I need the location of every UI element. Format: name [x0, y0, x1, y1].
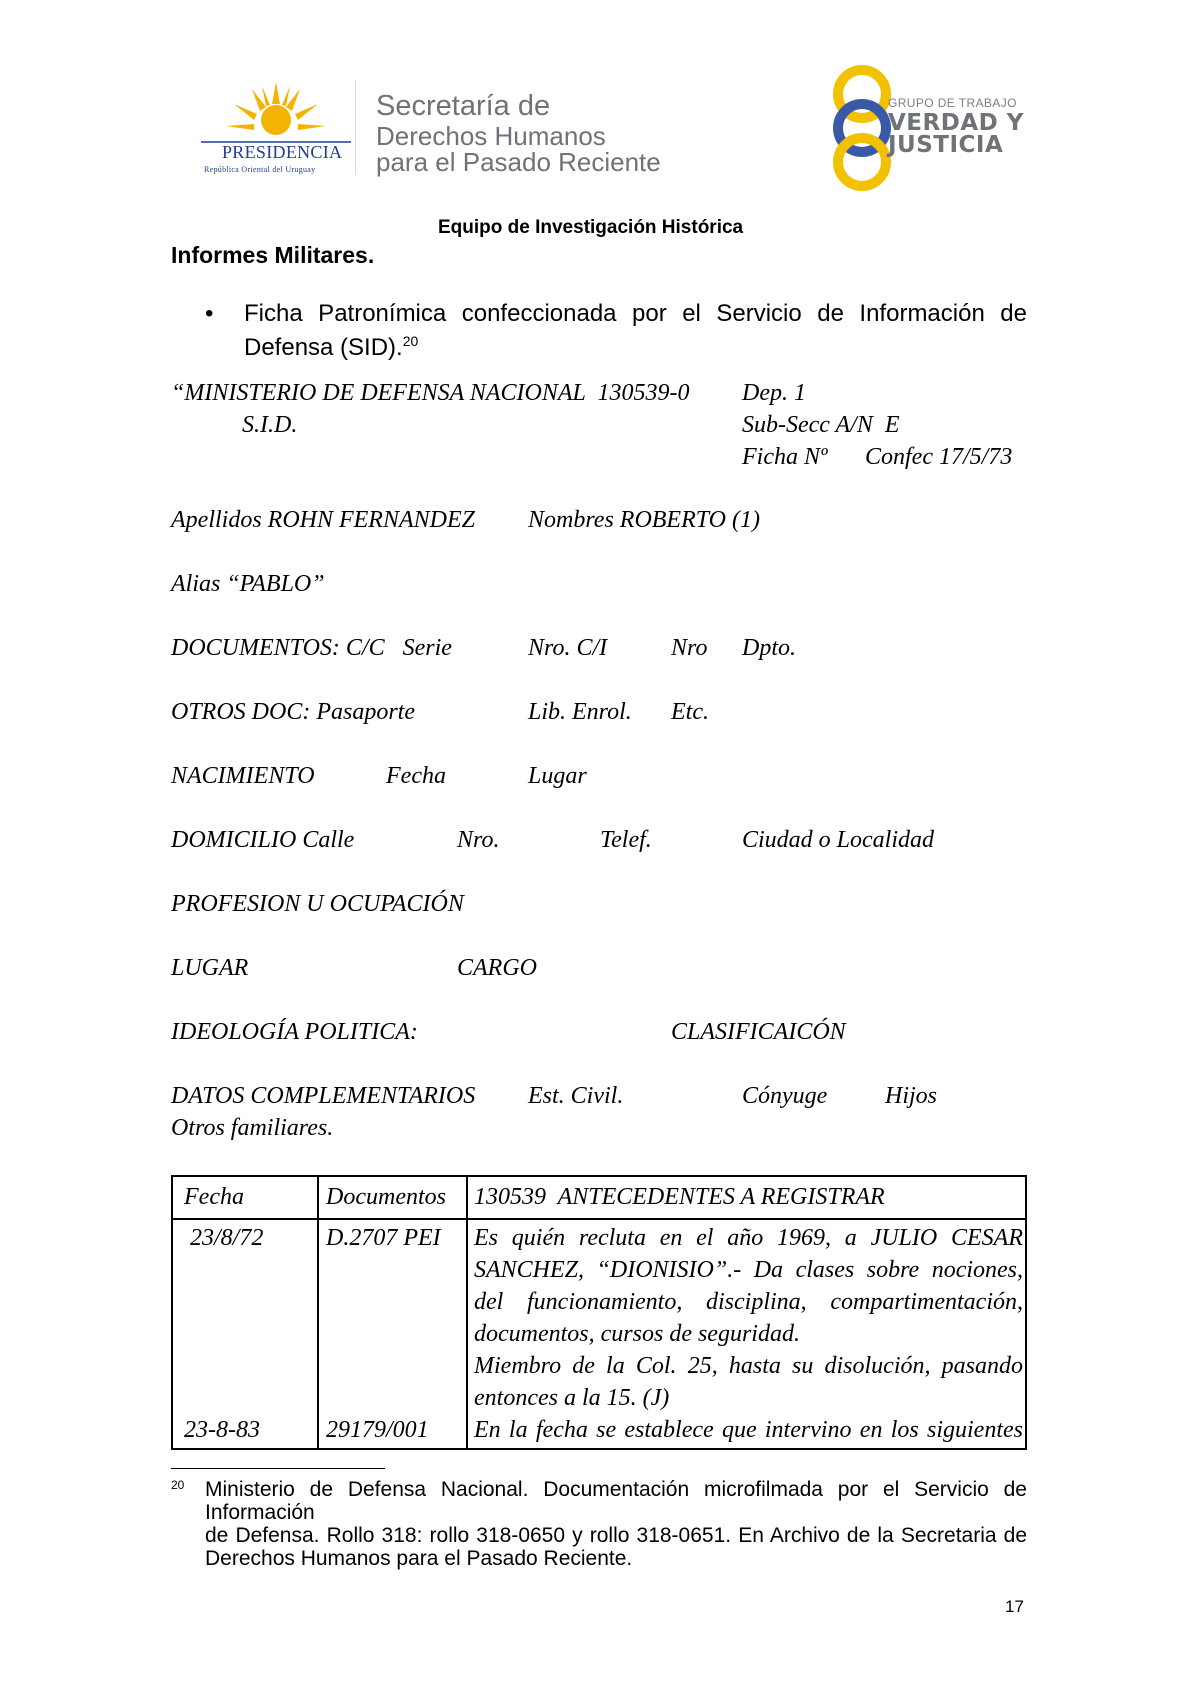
section-title: Informes Militares.: [171, 242, 375, 268]
telef-field: Telef.: [600, 827, 652, 853]
secretaria-line-2: Derechos Humanos: [376, 121, 606, 151]
bullet-dot: •: [205, 300, 214, 327]
lugar-nacimiento-field: Lugar: [528, 763, 587, 789]
secretaria-line-1: Secretaría de: [376, 90, 551, 122]
etc-field: Etc.: [671, 699, 709, 725]
presidencia-subtitle: República Oriental del Uruguay: [204, 165, 316, 174]
footnote-line-1: Ministerio de Defensa Nacional. Documentación microfilmada por el Servicio de Información: [205, 1478, 1027, 1524]
grupo-trabajo-label: GRUPO DE TRABAJO: [888, 96, 1017, 110]
secretaria-line-3: para el Pasado Reciente: [376, 147, 661, 177]
row2-documento: 29179/001: [326, 1417, 429, 1443]
bullet-line-2: [244, 333, 418, 362]
table-header-documentos: Documentos: [326, 1184, 446, 1210]
row1-antecedentes: [474, 1222, 1023, 1414]
table-header-divider: [173, 1218, 1025, 1220]
cargo-field: CARGO: [457, 955, 537, 981]
footnote-separator: [171, 1468, 385, 1469]
footnote-ref: 20: [402, 333, 419, 349]
nro-field: Nro: [671, 635, 708, 661]
row1-fecha: 23/8/72: [190, 1225, 264, 1251]
row1-documento: D.2707 PEI: [326, 1225, 441, 1251]
lib-enrol-field: Lib. Enrol.: [528, 699, 632, 725]
dep-label: Dep. 1: [742, 380, 806, 406]
otros-doc-field: OTROS DOC: Pasaporte: [171, 699, 415, 725]
hijos-field: Hijos: [885, 1083, 938, 1109]
row2-fecha: 23-8-83: [184, 1417, 260, 1443]
ideologia-field: IDEOLOGÍA POLITICA:: [171, 1019, 418, 1045]
row1-line-5: Miembro de la Col. 25, hasta su disolución, pasando: [474, 1353, 1023, 1379]
ficha-no-label: Ficha Nº: [742, 444, 828, 470]
nombres-field: Nombres ROBERTO (1): [528, 507, 760, 533]
row1-line-6: entonces a la 15. (J): [474, 1385, 670, 1411]
domicilio-nro-field: Nro.: [457, 827, 500, 853]
table-header-fecha: Fecha: [184, 1184, 244, 1210]
documentos-field: DOCUMENTOS: C/C Serie: [171, 635, 452, 661]
footnote-line-3: Derechos Humanos para el Pasado Reciente.: [205, 1547, 633, 1570]
row2-antecedentes: En la fecha se establece que intervino en los siguientes: [474, 1417, 1023, 1443]
bullet-line-1: Ficha Patronímica confeccionada por el Servicio de Información de: [244, 300, 1027, 327]
otros-familiares-field: Otros familiares.: [171, 1115, 334, 1141]
row1-line-3: del funcionamiento, disciplina, compartimentación,: [474, 1289, 1023, 1315]
table-header-antecedentes: 130539 ANTECEDENTES A REGISTRAR: [474, 1184, 885, 1210]
conyuge-field: Cónyuge: [742, 1083, 828, 1109]
bullet-line-2-text: Defensa (SID).: [244, 334, 403, 361]
row1-line-2: SANCHEZ, “DIONISIO”.- Da clases sobre nociones,: [474, 1257, 1023, 1283]
confec-label: Confec 17/5/73: [865, 444, 1013, 470]
datos-complementarios-field: DATOS COMPLEMENTARIOS: [171, 1083, 476, 1109]
clasificacion-field: CLASIFICAICÓN: [671, 1019, 846, 1045]
antecedentes-table: [171, 1175, 1027, 1450]
alias-field: Alias “PABLO”: [171, 571, 325, 597]
justicia-label: JUSTICIA: [888, 132, 1004, 158]
ministerio-line: “MINISTERIO DE DEFENSA NACIONAL 130539-0: [171, 380, 690, 406]
sid-label: S.I.D.: [242, 412, 298, 438]
header-divider: [355, 80, 356, 175]
nacimiento-field: NACIMIENTO: [171, 763, 315, 789]
ciudad-field: Ciudad o Localidad: [742, 827, 935, 853]
sun-emblem-icon: [196, 80, 356, 150]
footnote-line-2: de Defensa. Rollo 318: rollo 318-0650 y rollo 318-0651. En Archivo de la Secretaria de: [205, 1524, 1027, 1547]
dpto-field: Dpto.: [742, 635, 796, 661]
domicilio-field: DOMICILIO Calle: [171, 827, 355, 853]
presidencia-label: PRESIDENCIA: [222, 142, 343, 162]
subsecc-label: Sub-Secc A/N E: [742, 412, 900, 438]
est-civil-field: Est. Civil.: [528, 1083, 624, 1109]
profesion-field: PROFESION U OCUPACIÓN: [171, 891, 464, 917]
presidencia-logo: [196, 80, 356, 180]
fecha-field: Fecha: [386, 763, 446, 789]
nro-ci-field: Nro. C/I: [528, 635, 608, 661]
page-number: 17: [1005, 1597, 1024, 1616]
team-heading: Equipo de Investigación Histórica: [438, 217, 744, 238]
footnote-number: 20: [171, 1478, 185, 1492]
apellidos-field: Apellidos ROHN FERNANDEZ: [171, 507, 475, 533]
row1-line-4: documentos, cursos de seguridad.: [474, 1321, 800, 1347]
row1-line-1: Es quién recluta en el año 1969, a JULIO CESAR: [474, 1225, 1023, 1251]
footnote-text: [205, 1478, 1027, 1570]
lugar-field: LUGAR: [171, 955, 249, 981]
verdad-label: VERDAD Y: [888, 110, 1024, 136]
